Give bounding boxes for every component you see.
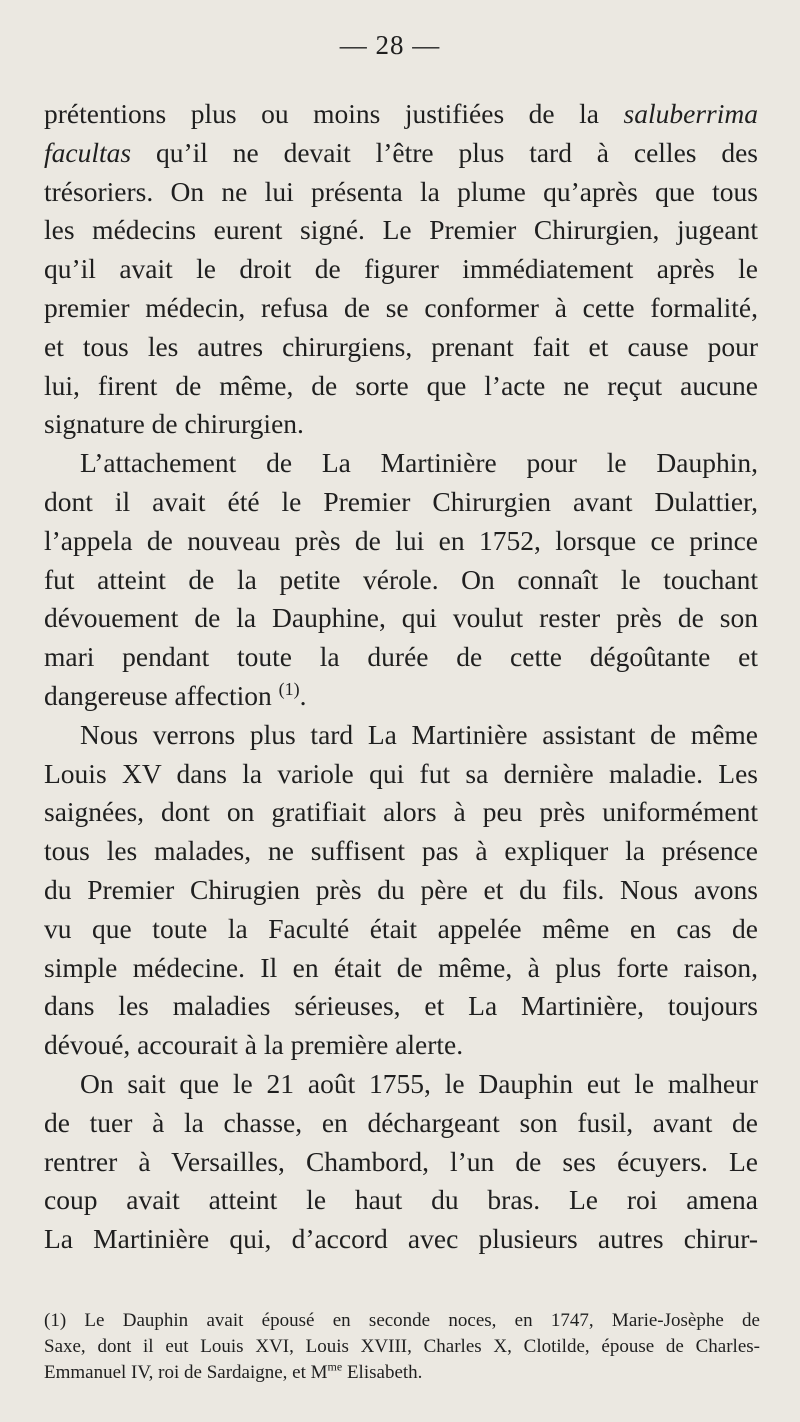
footnote: [44, 1308, 760, 1386]
footnote-line: Saxe, dont il eut Louis XVI, Louis XVIII, Charles X, Clotilde, épouse de Charles-: [44, 1336, 760, 1357]
line-text: dangereuse affection: [44, 679, 279, 711]
text-line: Nous verrons plus tard La Martinière assistant de même: [80, 718, 758, 750]
text-line: l’appela de nouveau près de lui en 1752, lorsque ce prince: [44, 524, 758, 556]
line-text: prétentions plus ou moins justifiées de la: [44, 98, 624, 129]
text-line: et tous les autres chirurgiens, prenant fait et cause pour: [44, 330, 758, 362]
text-line: de tuer à la chasse, en déchargeant son fusil, avant de: [44, 1106, 758, 1138]
latin-phrase: facultas: [44, 136, 132, 168]
text-line: tous les malades, ne suffisent pas à expliquer la présence: [44, 835, 758, 867]
footnote-line: (1) Le Dauphin avait épousé en seconde noces, en 1747, Marie-Josèphe de: [44, 1310, 760, 1331]
superscript: me: [327, 1359, 343, 1374]
footnote-text: Emmanuel IV, roi de Sardaigne, et M: [44, 1362, 328, 1383]
text-line: La Martinière qui, d’accord avec plusieurs autres chirur-: [44, 1223, 758, 1255]
text-line: fut atteint de la petite vérole. On connaît le touchant: [44, 563, 758, 595]
footnote-line: [44, 1360, 760, 1386]
line-text: qu’il ne devait l’être plus tard à celles des: [131, 136, 758, 168]
text-line: Louis XV dans la variole qui fut sa dernière maladie. Les: [44, 757, 758, 789]
text-line: On sait que le 21 août 1755, le Dauphin eut le malheur: [80, 1067, 758, 1099]
text-line: signature de chirurgien.: [44, 408, 304, 440]
text-line: dévouement de la Dauphine, qui voulut rester près de son: [44, 602, 758, 634]
text-line: dévoué, accourait à la première alerte.: [44, 1029, 464, 1061]
text-line: trésoriers. On ne lui présenta la plume qu’après que tous: [44, 175, 758, 207]
footnote-reference: (1): [278, 678, 300, 699]
footnote-text: Elisabeth.: [342, 1362, 423, 1383]
text-line: [44, 134, 758, 173]
text-line: [44, 677, 758, 716]
text-line: rentrer à Versailles, Chambord, l’un de ses écuyers. Le: [44, 1145, 758, 1177]
text-line: saignées, dont on gratifiait alors à peu près uniformément: [44, 796, 758, 828]
text-line: premier médecin, refusa de se conformer à cette formalité,: [44, 291, 758, 323]
text-line: dans les maladies sérieuses, et La Martinière, toujours: [44, 990, 758, 1022]
line-text: .: [299, 679, 307, 711]
text-line: simple médecine. Il en était de même, à plus forte raison,: [44, 951, 758, 983]
text-line: [44, 95, 758, 134]
page-number: — 28 —: [339, 30, 441, 60]
latin-phrase: saluberrima: [623, 98, 758, 129]
text-line: les médecins eurent signé. Le Premier Chirurgien, jugeant: [44, 214, 758, 246]
text-line: du Premier Chirugien près du père et du fils. Nous avons: [44, 873, 758, 905]
text-line: qu’il avait le droit de figurer immédiatement après le: [44, 253, 758, 285]
text-line: L’attachement de La Martinière pour le Dauphin,: [80, 447, 758, 479]
text-line: coup avait atteint le haut du bras. Le roi amena: [44, 1184, 758, 1216]
text-line: vu que toute la Faculté était appelée même en cas de: [44, 912, 758, 944]
text-line: lui, firent de même, de sorte que l’acte ne reçut aucune: [44, 369, 758, 401]
text-line: mari pendant toute la durée de cette dégoûtante et: [44, 641, 758, 673]
body-text: [44, 95, 758, 1259]
text-line: dont il avait été le Premier Chirurgien avant Dulattier,: [44, 485, 758, 517]
